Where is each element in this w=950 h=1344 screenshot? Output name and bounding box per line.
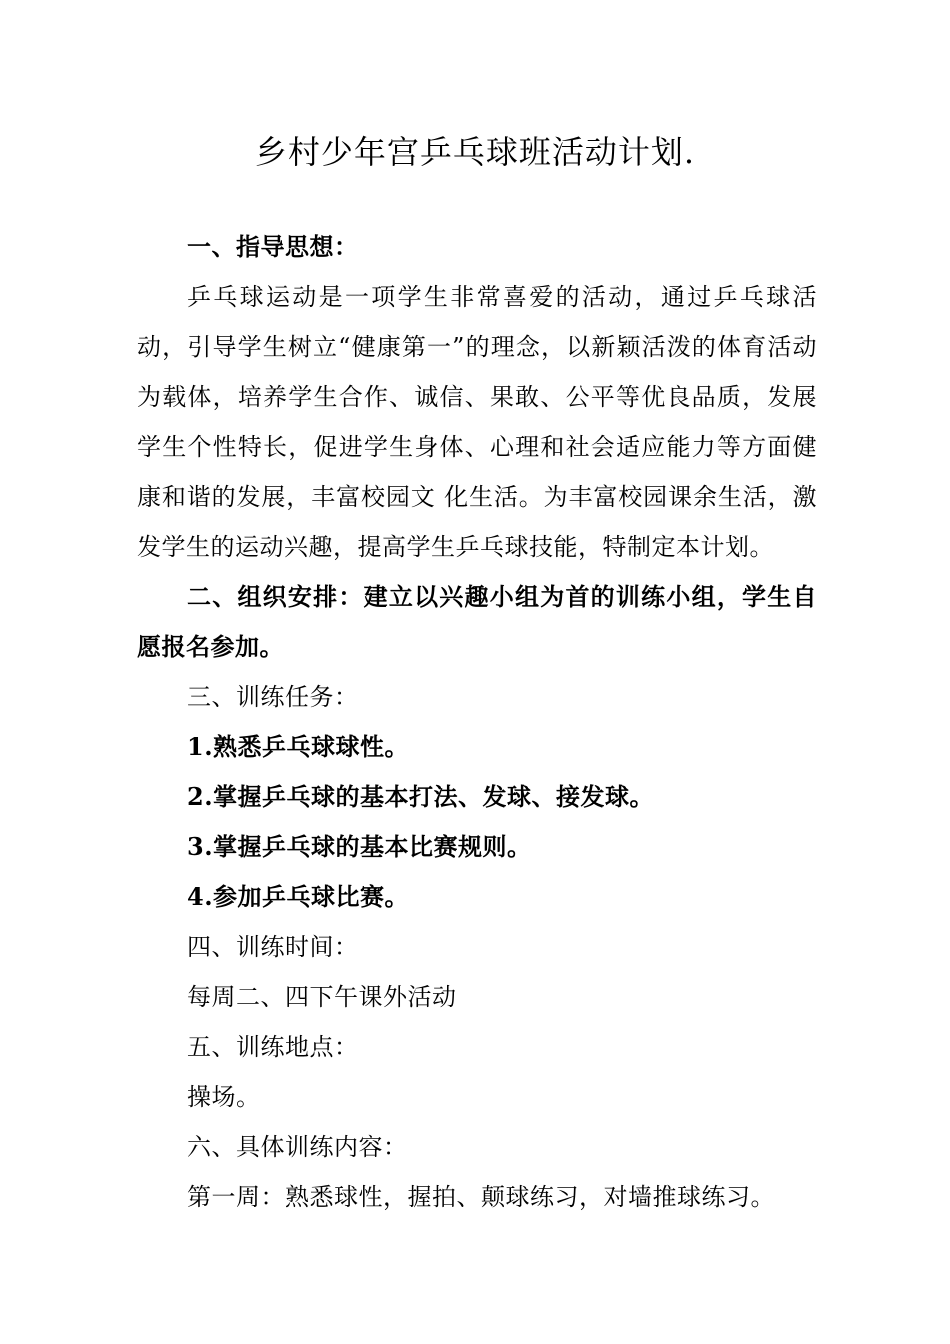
section-6-body: 第一周：熟悉球性，握拍、颠球练习，对墙推球练习。 xyxy=(187,1183,775,1211)
section-4-heading: 四、训练时间： xyxy=(187,933,359,961)
section-5-body: 操场。 xyxy=(187,1083,261,1111)
section-2-paragraph xyxy=(137,572,817,672)
task-item-1: 1.熟悉乒乓球球性。 xyxy=(187,732,410,761)
section-4-body: 每周二、四下午课外活动 xyxy=(187,983,457,1011)
section-1-body: 乒乓球运动是一项学生非常喜爱的活动，通过乒乓球活动，引导学生树立“健康第一”的理念，以新颖活泼的体育活动为载体，培养学生合作、诚信、果敢、公平等优良品质，发展学生个性特长，促进学生身体、心理和社会适应能力等方面健康和谐的发展，丰富校园文 化生活。为丰富校园课余生活，激发学生的运动兴趣，提高学生乒乓球技能，特制定本计划。 xyxy=(137,283,817,561)
document-body xyxy=(137,222,817,1222)
document-title: 乡村少年宫乒乓球班活动计划. xyxy=(254,133,696,171)
section-5-heading: 五、训练地点： xyxy=(187,1033,359,1061)
section-2-heading: 二、组织安排： xyxy=(187,582,364,611)
section-3-heading: 三、训练任务： xyxy=(187,683,359,711)
section-1-heading: 一、指导思想： xyxy=(187,232,359,261)
section-2-body: 建立以兴趣小组为首的训练小组，学生自愿报名参加。 xyxy=(137,582,818,661)
section-6-heading: 六、具体训练内容： xyxy=(187,1133,408,1161)
task-item-4: 4.参加乒乓球比赛。 xyxy=(187,882,410,911)
task-item-3: 3.掌握乒乓球的基本比赛规则。 xyxy=(187,832,532,861)
task-item-2: 2.掌握乒乓球的基本打法、发球、接发球。 xyxy=(187,782,655,811)
